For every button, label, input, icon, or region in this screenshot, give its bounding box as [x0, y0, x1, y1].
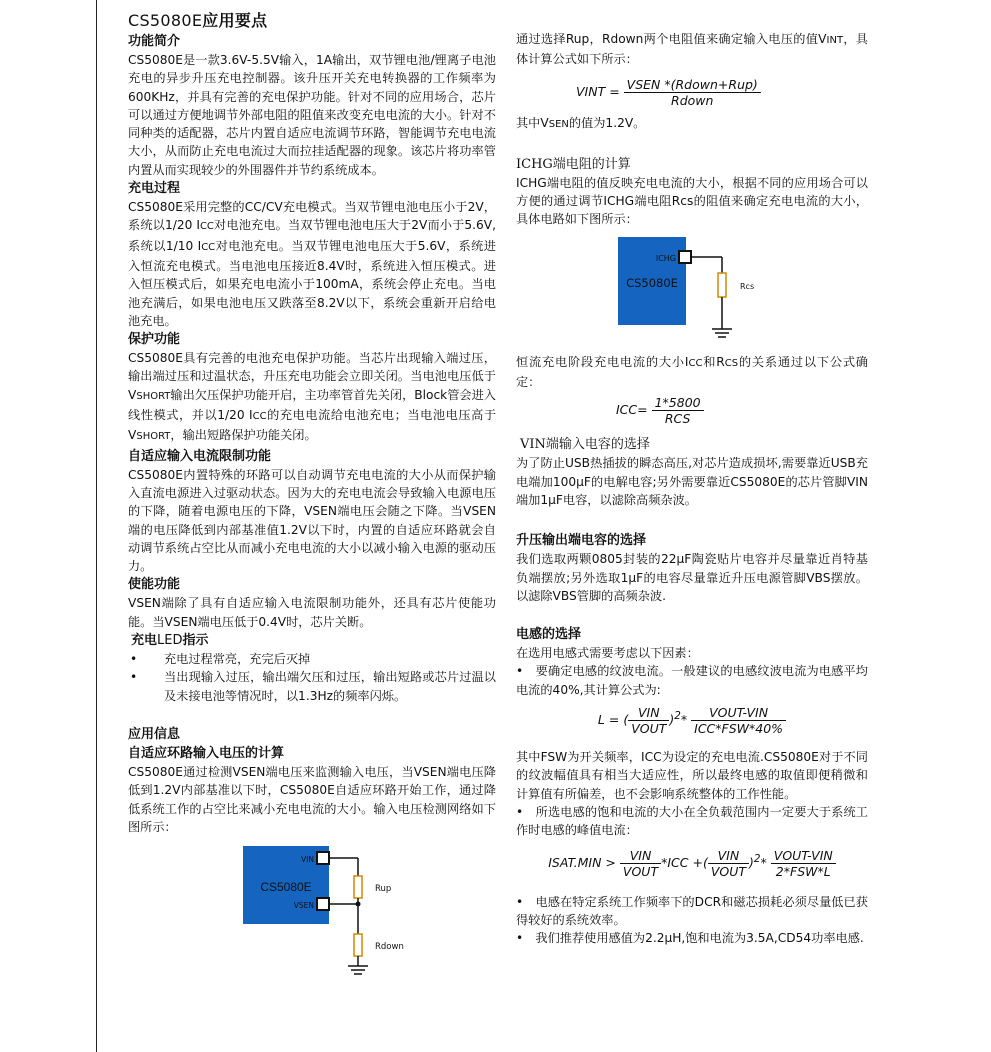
input-voltage-paragraph: CS5080E通过检测VSEN端电压来监测输入电压，当VSEN端电压降低到1.2V内部基准以下时，CS5080E自适应环路开始工作，通过降低系统工作的占空比来减小充电电流的大小。输入电压检测网络如下图所示：	[128, 764, 496, 834]
section-heading-ichg: ICHG端电阻的计算	[516, 156, 631, 172]
protection-paragraph: CS5080E具有完善的电池充电保护功能。当芯片出现输入端过压，输出端过压和过温状态，升压充电功能会立即关闭。当电池电压低于VSHORT输出欠压保护功能开启，主功率管首先关闭，Block管会进入线性模式，并以1/20 ICC的充电电流给电池充电；当电池电压高于VSHORT，输出短路保护功能关闭。	[128, 351, 497, 443]
inductor-bullet-4: • 我们推荐使用感值为2.2μH,饱和电流为3.5A,CD54功率电感.	[516, 931, 864, 946]
section-heading-adaptive: 自适应输入电流限制功能	[128, 448, 272, 464]
page-title: CS5080E应用要点	[128, 11, 268, 30]
inductor-intro: 在选用电感式需要考虑以下因素：	[516, 646, 699, 661]
rup-rdown-paragraph: 通过选择Rup，Rdown两个电阻值来确定输入电压的值VINT，具体计算公式如下所示：	[516, 32, 868, 67]
section-heading-charging: 充电过程	[128, 181, 181, 197]
list-item: • 充电过程常亮，充完后灭掉	[128, 650, 496, 668]
intro-paragraph: CS5080E是一款3.6V-5.5V输入，1A输出，双节锂电池/锂离子电池充电的异步升压充电控制器。该升压开关充电转换器的工作频率为600KHz，并具有完善的充电保护功能。针对不同的应用场合，芯片可以通过方便地调节外部电阻的阻值来改变充电电流的大小。针对不同种类的适配器，芯片内置自适应电流调节环路，智能调节充电电流大小，从而防止充电电流过大而拉挂适配器的现象。该芯片将功率管内置从而实现较少的外围器件并节约系统成本。	[128, 53, 496, 177]
vin-pin-label: VIN	[301, 855, 314, 865]
list-item: • 当出现输入过压，输出端欠压和过压，输出短路或芯片过温以及未接电池等情况时，以1.3Hz的频率闪烁。	[128, 668, 496, 705]
chip-label: CS5080E	[626, 275, 678, 290]
section-heading-inductor: 电感的选择	[516, 627, 582, 643]
chip-label: CS5080E	[260, 880, 312, 895]
icc-relation-paragraph: 恒流充电阶段充电电流的大小ICC和RCS的关系通过以下公式确定：	[516, 354, 868, 390]
right-column	[516, 30, 868, 947]
margin-line	[96, 0, 97, 1052]
inductor-formula: L = ( $\frac{\text{VIN}}{\text{VOUT}}$ )$^2$* $\frac{\text{VOUT-VIN}}{\text{ICC*FSW*40\%}}$	[516, 705, 868, 736]
ichg-circuit	[516, 233, 868, 345]
left-column	[128, 8, 496, 988]
charging-paragraph: CS5080E采用完整的CC/CV充电模式。当双节锂电池电压小于2V，系统以1/20 ICC对电池充电。当双节锂电池电压大于2V而小于5.6V,系统以1/10 ICC对电池充电。当双节锂电池电压大于5.6V，系统进入恒流充电模式。当电池电压接近8.4V时，系统进入恒压模式。进入恒压模式后，如果充电电流小于100mA，系统会停止充电。当电池充满后，如果电池电压又跌落至8.2V以下，系统会重新开启给电池充电。	[128, 200, 497, 328]
vsen-value-paragraph: 其中VSEN的值为1.2V。	[516, 115, 646, 130]
section-heading-led: 充电LED指示	[131, 633, 209, 649]
resistor-rup	[354, 876, 362, 898]
inductor-bullet-1: • 要确定电感的纹波电流。一般建议的电感纹波电流为电感平均电流的40%,其计算公式为:	[516, 664, 868, 697]
section-heading-protection: 保护功能	[128, 332, 181, 348]
section-heading-intro: 功能简介	[128, 34, 181, 49]
enable-paragraph: VSEN端除了具有自适应输入电流限制功能外，还具有芯片使能功能。当VSEN端电压低于0.4V时，芯片关断。	[128, 596, 496, 629]
output-cap-paragraph: 我们选取两颗0805封装的22μF陶瓷贴片电容并尽量靠近肖特基负端摆放;另外选取1μF的电容尽量靠近升压电源管脚VBS摆放。以滤除VBS管脚的高频杂波.	[516, 552, 868, 603]
rdown-label: Rdown	[375, 942, 404, 953]
rcs-label: Rcs	[740, 281, 755, 291]
section-heading-enable: 使能功能	[128, 577, 181, 593]
section-heading-output-cap: 升压输出端电容的选择	[516, 533, 647, 549]
section-heading-input-voltage: 自适应环路输入电压的计算	[128, 745, 285, 761]
section-heading-application: 应用信息	[128, 726, 181, 742]
inductor-bullet-2: • 所选电感的饱和电流的大小在全负载范围内一定要大于系统工作时电感的峰值电流：	[516, 804, 868, 838]
ichg-pin-label: ICHG	[655, 253, 676, 263]
resistor-rcs	[718, 273, 726, 297]
saturation-formula: ISAT.MIN > $\frac{\text{VIN}}{\text{VOUT}}$ *ICC +( $\frac{\text{VIN}}{\text{VOUT}}$ )$^2$* $\frac{\text{VOUT-VIN}}{\text{2*FSW*L}}$	[516, 848, 868, 879]
adaptive-paragraph: CS5080E内置特殊的环路可以自动调节充电电流的大小从而保护输入直流电源进入过驱动状态。因为大的充电电流会导致输入电源电压的下降，随着电源电压的下降，VSEN端电压会随之下降。当VSEN端的电压降低到内部基准值1.2V以下时，内置的自适应环路就会自动调节系统占空比从而减小充电电流的大小以减小输入电源的驱动压力。	[128, 467, 496, 574]
icc-formula: ICC= $\frac{1*5800}{\text{RCS}}$	[616, 395, 868, 426]
vin-cap-paragraph: 为了防止USB热插拔的瞬态高压,对芯片造成损坏,需要靠近USB充电端加100μF的电解电容;另外需要靠近CS5080E的芯片管脚VIN端加1μF电容，以滤除高频杂波。	[516, 456, 868, 507]
section-heading-vin-cap: VIN端输入电容的选择	[520, 437, 650, 453]
vsen-pin-label: VSEN	[293, 901, 314, 911]
rup-label: Rup	[375, 884, 392, 895]
vint-formula: VINT = $\frac{\text{VSEN *(Rdown+Rup)}}{\text{Rdown}}$	[576, 77, 868, 108]
inductor-paragraph: 其中FSW为开关频率，ICC为设定的充电电流.CS5080E对于不同的纹波幅值具有相当大适应性，所以最终电感的取值即便稍微和计算值有所偏差，也不会影响系统整体的工作性能。	[516, 750, 868, 801]
led-list	[128, 650, 496, 705]
input-voltage-circuit	[128, 838, 496, 980]
inductor-bullet-3: • 电感在特定系统工作频率下的DCR和磁芯损耗必须尽量低已获得较好的系统效率。	[516, 894, 868, 927]
ichg-paragraph: ICHG端电阻的值反映充电电流的大小，根据不同的应用场合可以方便的通过调节ICHG端电阻Rcs的阻值来确定充电电流的大小，具体电路如下图所示：	[516, 175, 868, 227]
resistor-rdown	[354, 934, 362, 956]
